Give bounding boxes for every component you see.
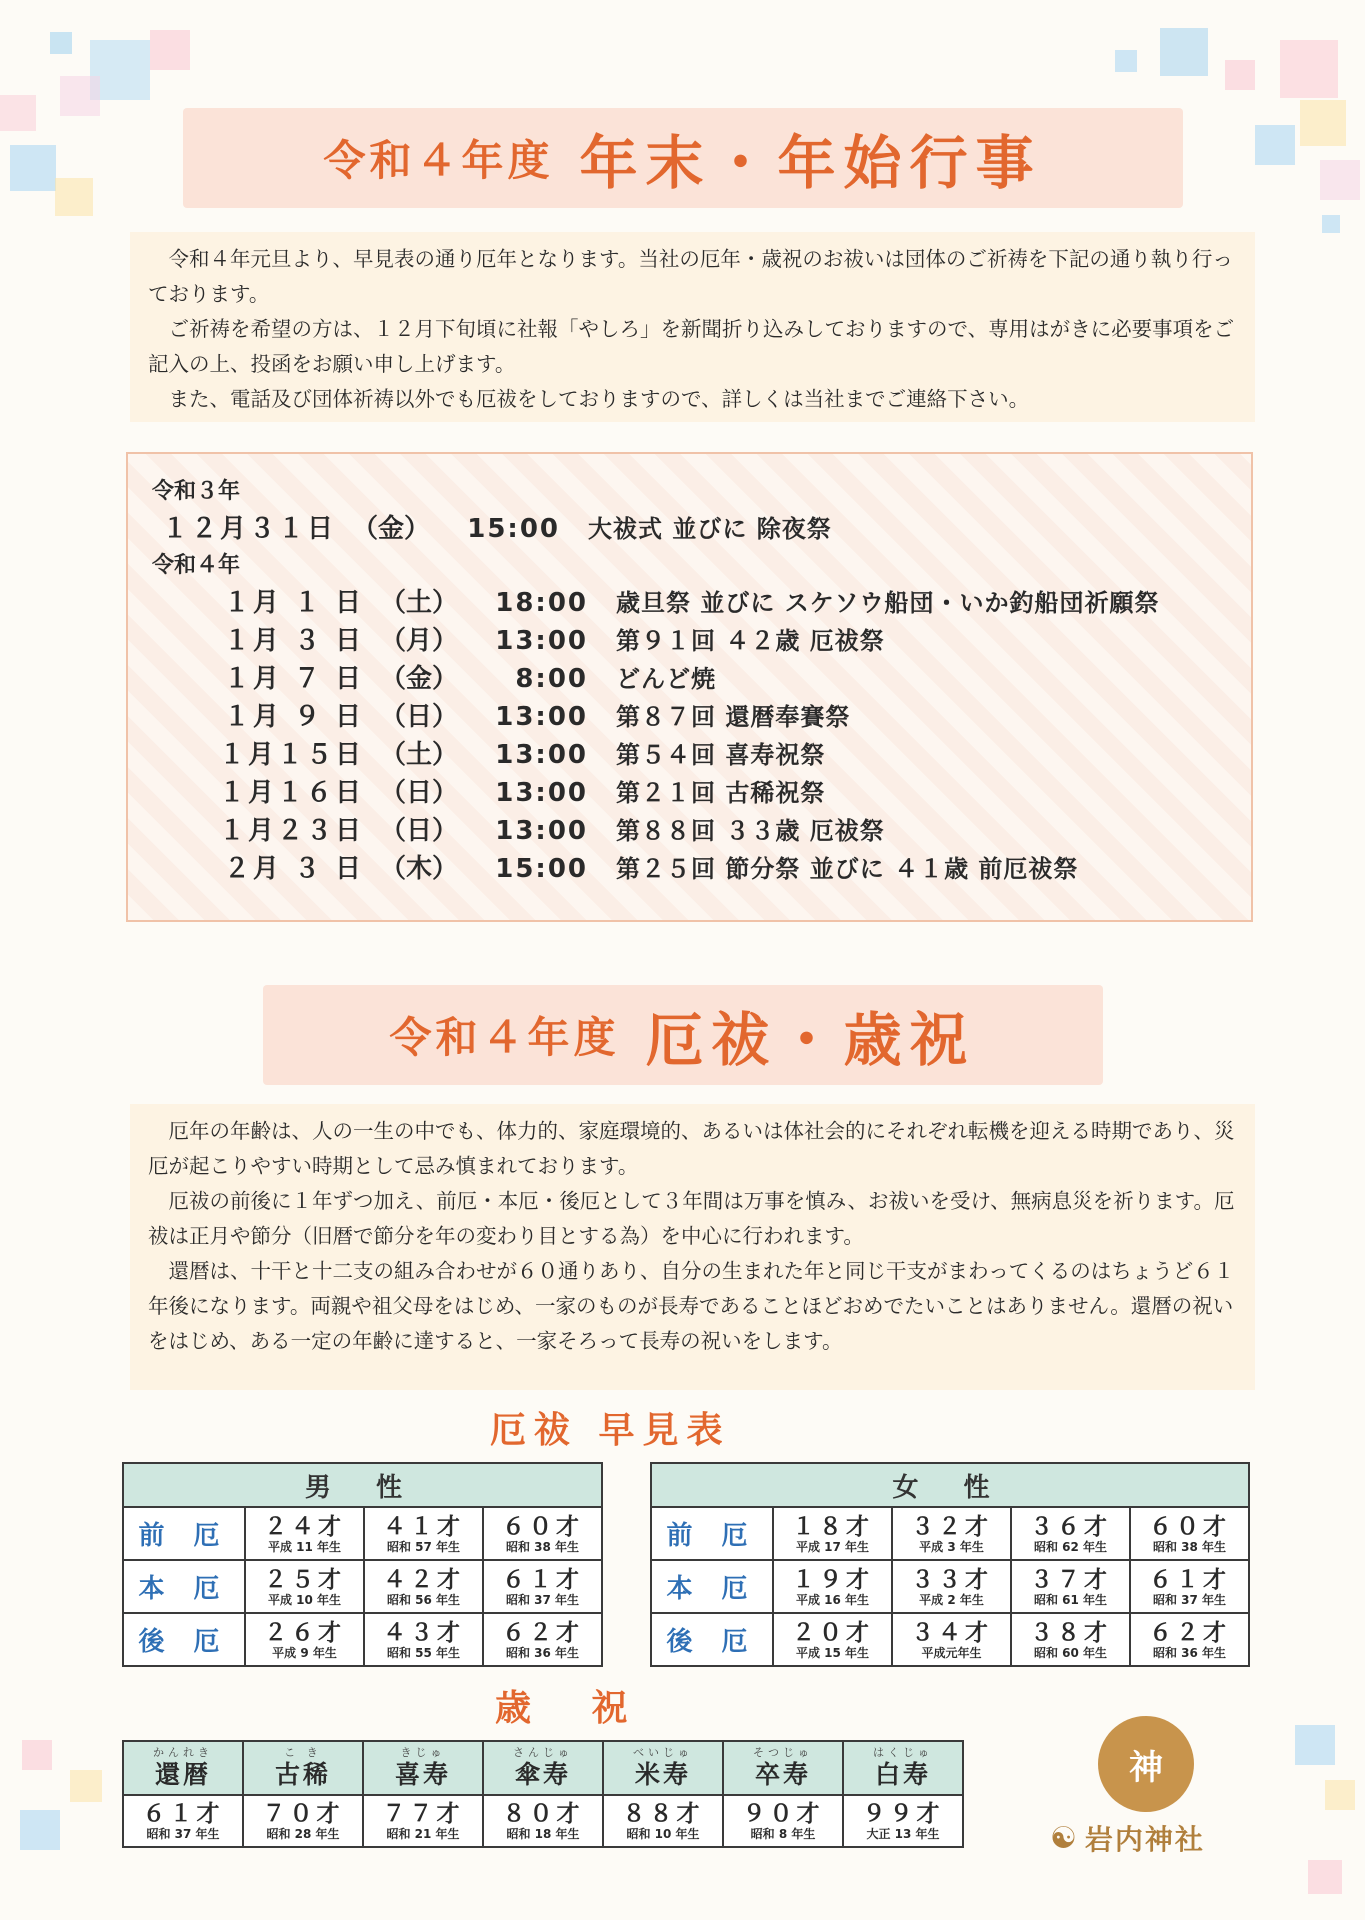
event-weekday: （金） — [380, 664, 459, 694]
deco-square — [0, 95, 36, 131]
banner-title: 年末・年始行事 — [579, 129, 1042, 197]
deco-square — [70, 1770, 102, 1802]
schedule-row — [152, 850, 1227, 888]
event-name: 歳旦祭 並びに スケソウ船団・いか釣船団祈願祭 — [616, 589, 1160, 617]
table-row — [651, 1613, 1249, 1666]
event-weekday: （日） — [380, 816, 459, 846]
yaku-table-title: 厄祓 早見表 — [490, 1410, 731, 1451]
shrine-logo — [1098, 1716, 1194, 1812]
schedule-year: 令和４年 — [152, 553, 241, 578]
shrine-name — [1050, 1818, 1205, 1858]
age-cell: ４３才 昭和 55 年生 — [364, 1613, 483, 1666]
deco-square — [50, 32, 72, 54]
age-cell: １９才 平成 16 年生 — [773, 1560, 892, 1613]
table-row — [651, 1560, 1249, 1613]
event-time: 8:00 — [515, 664, 588, 694]
yaku-label: 本 厄 — [651, 1560, 773, 1613]
table-row — [123, 1560, 602, 1613]
event-name: 大祓式 並びに 除夜祭 — [588, 515, 832, 543]
age-cell: １８才 平成 17 年生 — [773, 1507, 892, 1560]
age-cell: ３２才 平成 3 年生 — [892, 1507, 1011, 1560]
event-date: １月 ７ 日 — [223, 664, 364, 694]
yaku-label: 本 厄 — [123, 1560, 245, 1613]
female-yaku-table — [650, 1462, 1250, 1667]
female-header: 女 性 — [651, 1463, 1249, 1507]
banner-prefix: 令和４年度 — [323, 136, 554, 185]
deco-square — [1308, 1860, 1342, 1894]
yakubarai-text — [130, 1104, 1255, 1390]
event-name: 第８７回 還暦奉賽祭 — [616, 703, 851, 731]
schedule-year: 令和３年 — [152, 479, 241, 504]
schedule-row — [152, 584, 1227, 622]
iwai-header: こ き 古稀 — [243, 1741, 363, 1795]
age-cell: ６１才 昭和 37 年生 — [123, 1795, 243, 1847]
yaku-label: 後 厄 — [651, 1613, 773, 1666]
age-cell: ７７才 昭和 21 年生 — [363, 1795, 483, 1847]
deco-square — [1322, 215, 1340, 233]
iwai-table-title: 歳 祝 — [495, 1688, 652, 1729]
age-cell: ２５才 平成 10 年生 — [245, 1560, 364, 1613]
schedule-row — [152, 698, 1227, 736]
deco-square — [1160, 28, 1208, 76]
event-schedule — [126, 452, 1253, 922]
event-date: １２月３１日 — [161, 514, 336, 544]
age-cell: ３６才 昭和 62 年生 — [1011, 1507, 1130, 1560]
event-date: １月 ３ 日 — [223, 626, 364, 656]
deco-square — [1325, 1780, 1355, 1810]
schedule-row — [152, 774, 1227, 812]
age-cell: ８０才 昭和 18 年生 — [483, 1795, 603, 1847]
banner-title: 厄祓・歳祝 — [645, 1006, 976, 1074]
intro-text — [130, 232, 1255, 422]
table-row — [651, 1507, 1249, 1560]
age-cell: ３４才 平成元年生 — [892, 1613, 1011, 1666]
iwai-header: そつじゅ 卒寿 — [723, 1741, 843, 1795]
yaku-label: 前 厄 — [651, 1507, 773, 1560]
iwai-header: はくじゅ 白寿 — [843, 1741, 963, 1795]
deco-square — [20, 1810, 60, 1850]
event-date: １月 １ 日 — [223, 588, 364, 618]
event-weekday: （木） — [380, 854, 459, 884]
age-cell: ６１才 昭和 37 年生 — [1130, 1560, 1249, 1613]
schedule-row — [152, 812, 1227, 850]
schedule-row — [152, 660, 1227, 698]
male-header: 男 性 — [123, 1463, 602, 1507]
age-cell: ７０才 昭和 28 年生 — [243, 1795, 363, 1847]
schedule-row — [152, 622, 1227, 660]
intro-paragraph: 厄祓の前後に１年ずつ加え、前厄・本厄・後厄として３年間は万事を慎み、お祓いを受け、無病息災を祈ります。厄祓は正月や節分（旧暦で節分を年の変わり目とする為）を中心に行われます。 — [148, 1189, 1235, 1248]
deco-square — [1320, 160, 1360, 200]
deco-square — [55, 178, 93, 216]
age-cell: ６２才 昭和 36 年生 — [1130, 1613, 1249, 1666]
age-cell: ４２才 昭和 56 年生 — [364, 1560, 483, 1613]
intro-paragraph: 令和４年元旦より、早見表の通り厄年となります。当社の厄年・歳祝のお祓いは団体のご祈祷を下記の通り執り行っております。 — [148, 247, 1233, 306]
table-row — [123, 1507, 602, 1560]
deco-square — [1225, 60, 1255, 90]
event-weekday: （月） — [380, 626, 459, 656]
event-name: 第９１回 ４２歳 厄祓祭 — [616, 627, 885, 655]
banner-prefix: 令和４年度 — [389, 1013, 620, 1062]
age-cell: ８８才 昭和 10 年生 — [603, 1795, 723, 1847]
title-banner-events — [183, 108, 1183, 208]
event-date: ２月 ３ 日 — [223, 854, 364, 884]
event-name: どんど焼 — [616, 665, 716, 693]
age-cell: ３７才 昭和 61 年生 — [1011, 1560, 1130, 1613]
shrine-name-text: 岩内神社 — [1084, 1823, 1205, 1856]
event-time: 13:00 — [495, 740, 588, 770]
iwai-header: さんじゅ 傘寿 — [483, 1741, 603, 1795]
deco-square — [22, 1740, 52, 1770]
age-cell: ３３才 平成 2 年生 — [892, 1560, 1011, 1613]
age-cell: ３８才 昭和 60 年生 — [1011, 1613, 1130, 1666]
toshi-iwai-table — [122, 1740, 964, 1848]
event-time: 13:00 — [495, 702, 588, 732]
age-cell: ６１才 昭和 37 年生 — [483, 1560, 602, 1613]
deco-square — [150, 30, 190, 70]
event-time: 13:00 — [495, 626, 588, 656]
table-row — [123, 1613, 602, 1666]
event-time: 15:00 — [495, 854, 588, 884]
age-cell: ９９才 大正 13 年生 — [843, 1795, 963, 1847]
yaku-label: 後 厄 — [123, 1613, 245, 1666]
age-cell: ６０才 昭和 38 年生 — [1130, 1507, 1249, 1560]
deco-square — [1300, 100, 1346, 146]
deco-square — [60, 76, 100, 116]
event-weekday: （土） — [380, 588, 459, 618]
age-cell: ２０才 平成 15 年生 — [773, 1613, 892, 1666]
event-weekday: （金） — [352, 514, 431, 544]
event-name: 第２５回 節分祭 並びに ４１歳 前厄祓祭 — [616, 855, 1079, 883]
iwai-header: かんれき 還暦 — [123, 1741, 243, 1795]
age-cell: ４１才 昭和 57 年生 — [364, 1507, 483, 1560]
event-weekday: （日） — [380, 778, 459, 808]
male-yaku-table — [122, 1462, 603, 1667]
logo-glyph: 神 — [1129, 1747, 1163, 1788]
event-date: １月１６日 — [218, 778, 364, 808]
deco-square — [1115, 50, 1137, 72]
event-name: 第５４回 喜寿祝祭 — [616, 741, 826, 769]
deco-square — [1280, 40, 1338, 98]
age-cell: ９０才 昭和 8 年生 — [723, 1795, 843, 1847]
event-time: 13:00 — [495, 778, 588, 808]
table-row — [123, 1795, 963, 1847]
event-time: 13:00 — [495, 816, 588, 846]
iwai-header: きじゅ 喜寿 — [363, 1741, 483, 1795]
intro-paragraph: また、電話及び団体祈祷以外でも厄祓をしておりますので、詳しくは当社までご連絡下さい。 — [168, 387, 1030, 411]
intro-paragraph: 厄年の年齢は、人の一生の中でも、体力的、家庭環境的、あるいは体社会的にそれぞれ転機を迎える時期であり、災厄が起こりやすい時期として忌み慎まれております。 — [148, 1119, 1235, 1178]
age-cell: ６０才 昭和 38 年生 — [483, 1507, 602, 1560]
event-date: １月２３日 — [218, 816, 364, 846]
age-cell: ２４才 平成 11 年生 — [245, 1507, 364, 1560]
deco-square — [1255, 125, 1295, 165]
age-cell: ６２才 昭和 36 年生 — [483, 1613, 602, 1666]
yaku-label: 前 厄 — [123, 1507, 245, 1560]
event-time: 15:00 — [467, 514, 560, 544]
deco-square — [10, 145, 56, 191]
title-banner-yakubarai — [263, 985, 1103, 1085]
event-date: １月 ９ 日 — [223, 702, 364, 732]
schedule-row — [152, 510, 1227, 548]
deco-square — [1295, 1725, 1335, 1765]
event-time: 18:00 — [495, 588, 588, 618]
iwai-header: べいじゅ 米寿 — [603, 1741, 723, 1795]
event-weekday: （日） — [380, 702, 459, 732]
schedule-row — [152, 736, 1227, 774]
tomoe-icon: ☯ — [1050, 1820, 1079, 1856]
event-weekday: （土） — [380, 740, 459, 770]
age-cell: ２６才 平成 9 年生 — [245, 1613, 364, 1666]
intro-paragraph: 還暦は、十干と十二支の組み合わせが６０通りあり、自分の生まれた年と同じ干支がまわってくるのはちょうど６１年後になります。両親や祖父母をはじめ、一家のものが長寿であることほどおめでたいことはありません。還暦の祝いをはじめ、ある一定の年齢に達すると、一家そろって長寿の祝いをします。 — [148, 1259, 1235, 1353]
event-date: １月１５日 — [218, 740, 364, 770]
event-name: 第２１回 古稀祝祭 — [616, 779, 826, 807]
event-name: 第８８回 ３３歳 厄祓祭 — [616, 817, 885, 845]
intro-paragraph: ご祈祷を希望の方は、１２月下旬頃に社報「やしろ」を新聞折り込みしておりますので、専用はがきに必要事項をご記入の上、投函をお願い申し上げます。 — [148, 317, 1235, 376]
